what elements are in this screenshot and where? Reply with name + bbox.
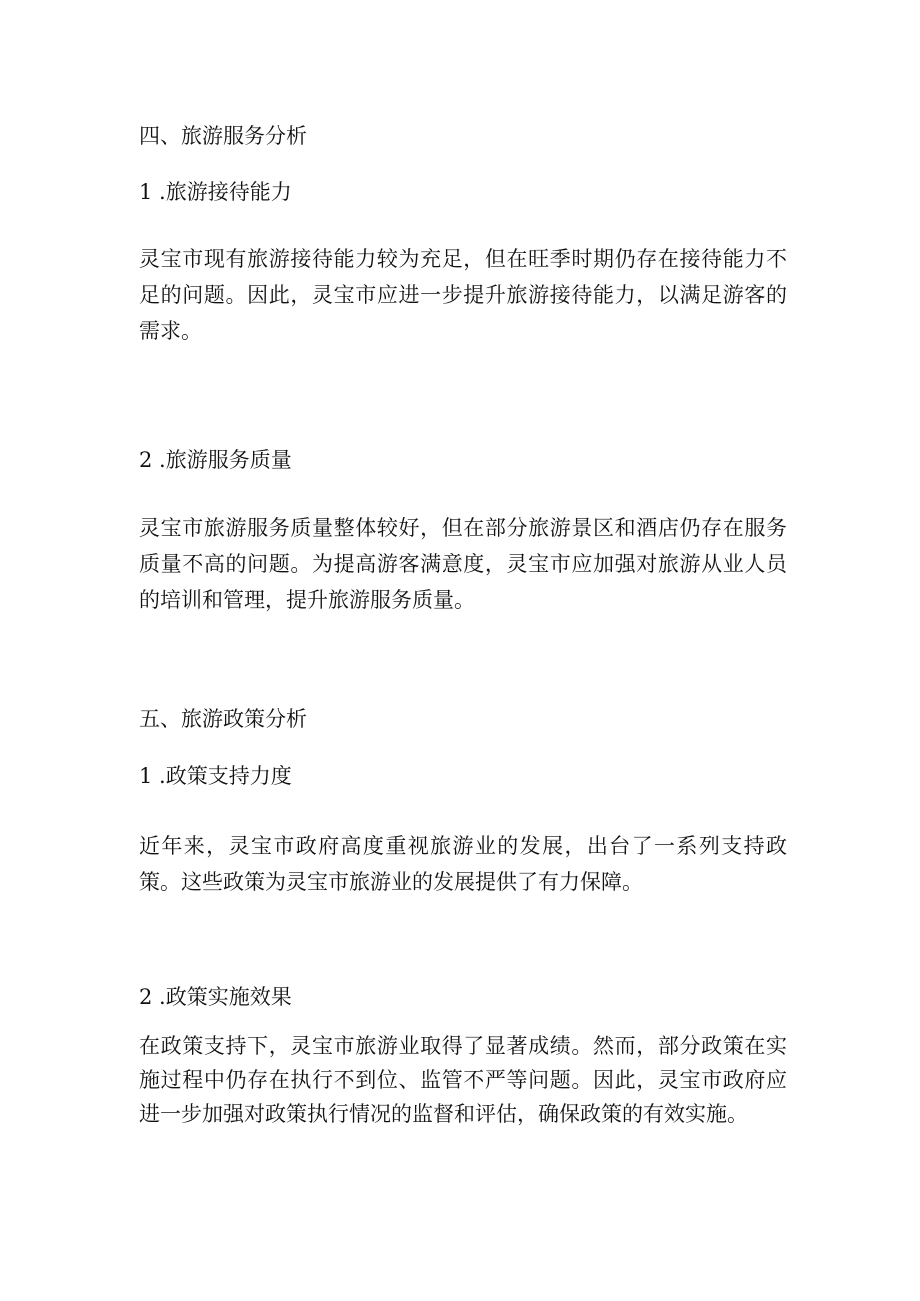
section-5-subheading-2: 2 .政策实施效果 <box>139 985 292 1009</box>
section-4-subheading-2: 2 .旅游服务质量 <box>139 448 292 472</box>
section-5-title: 五、旅游政策分析 <box>139 707 307 731</box>
section-5-paragraph-2: 在政策支持下，灵宝市旅游业取得了显著成绩。然而，部分政策在实施过程中仍存在执行不到位、监管不严等问题。因此，灵宝市政府应进一步加强对政策执行情况的监督和评估，确保政策的有效实施。 <box>139 1034 787 1126</box>
section-4-paragraph-2: 灵宝市旅游服务质量整体较好，但在部分旅游景区和酒店仍存在服务质量不高的问题。为提高游客满意度，灵宝市应加强对旅游从业人员的培训和管理，提升旅游服务质量。 <box>139 516 787 612</box>
section-5-paragraph-1: 近年来，灵宝市政府高度重视旅游业的发展，出台了一系列支持政策。这些政策为灵宝市旅游业的发展提供了有力保障。 <box>139 834 787 894</box>
section-4-subheading-1: 1 .旅游接待能力 <box>139 180 292 204</box>
section-4-title: 四、旅游服务分析 <box>139 124 307 148</box>
section-4-paragraph-1: 灵宝市现有旅游接待能力较为充足，但在旺季时期仍存在接待能力不足的问题。因此，灵宝市应进一步提升旅游接待能力，以满足游客的需求。 <box>139 247 787 343</box>
section-5-subheading-1: 1 .政策支持力度 <box>139 764 292 788</box>
